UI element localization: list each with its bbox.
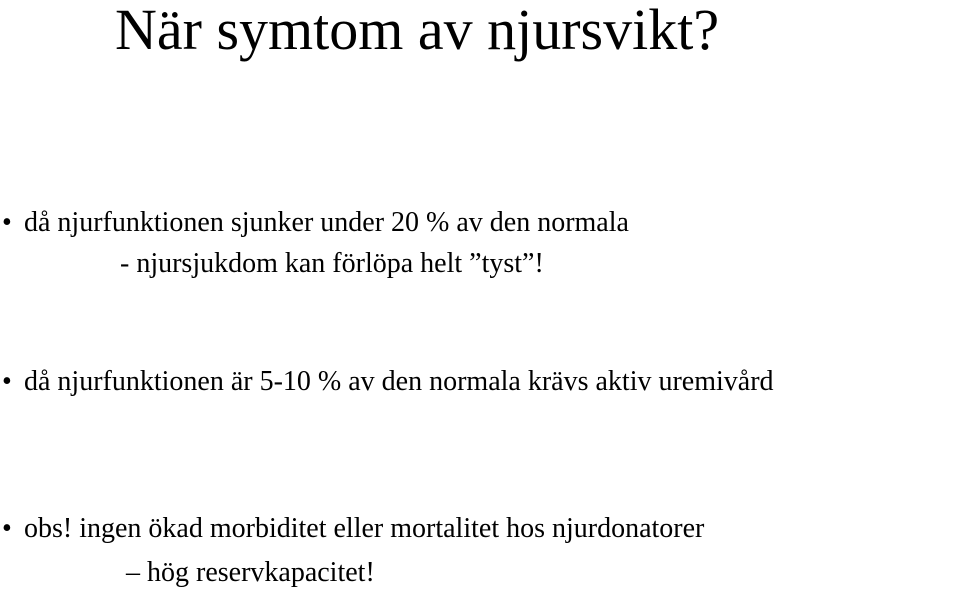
bullet-icon: • [2, 513, 12, 544]
bullet-item [2, 365, 774, 398]
bullet-icon: • [2, 366, 12, 397]
bullet-item [2, 512, 705, 545]
bullet-text: obs! ingen ökad morbiditet eller mortalitet hos njurdonatorer [24, 513, 705, 544]
bullet-text: då njurfunktionen sjunker under 20 % av den normala [24, 207, 629, 238]
bullet-subtext: - njursjukdom kan förlöpa helt ”tyst”! [120, 248, 544, 279]
slide-title: När symtom av njursvikt? [115, 0, 720, 62]
bullet-icon: • [2, 207, 12, 238]
bullet-subtext: – hög reservkapacitet! [126, 557, 375, 588]
bullet-text: då njurfunktionen är 5-10 % av den normala krävs aktiv uremivård [24, 366, 774, 397]
bullet-item [2, 206, 629, 239]
